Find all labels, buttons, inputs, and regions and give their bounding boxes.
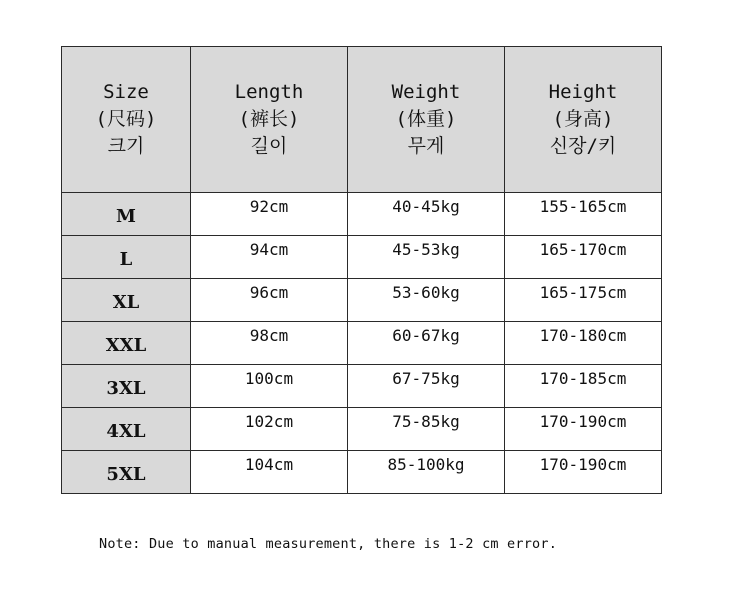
size-cell: L [62,236,191,279]
length-cell: 100cm [191,365,348,408]
height-cell: 165-175cm [505,279,662,322]
weight-cell: 40-45kg [348,193,505,236]
header-height-ko: 신장/키 [549,135,617,157]
weight-cell: 75-85kg [348,408,505,451]
measurement-note: Note: Due to manual measurement, there is 1-2 cm error. [99,536,558,552]
table-row [62,236,662,279]
header-height-zh: (身高) [552,108,614,130]
weight-cell: 85-100kg [348,451,505,494]
table-row [62,193,662,236]
size-cell: M [62,193,191,236]
size-cell: 5XL [62,451,191,494]
header-length-ko: 길이 [250,135,288,157]
weight-cell: 53-60kg [348,279,505,322]
table-row [62,365,662,408]
header-size-zh: (尺码) [95,108,157,130]
height-cell: 165-170cm [505,236,662,279]
header-length-en: Length [234,81,304,103]
length-cell: 102cm [191,408,348,451]
size-chart-table [61,46,662,494]
header-length [191,47,348,193]
header-weight-ko: 무게 [407,135,445,157]
table-row [62,322,662,365]
size-cell: 3XL [62,365,191,408]
header-size-en: Size [103,81,149,103]
weight-cell: 45-53kg [348,236,505,279]
header-size-ko: 크기 [107,135,145,157]
table-row [62,408,662,451]
header-weight-en: Weight [391,81,461,103]
size-cell: XXL [62,322,191,365]
header-weight [348,47,505,193]
weight-cell: 67-75kg [348,365,505,408]
size-cell: 4XL [62,408,191,451]
size-cell: XL [62,279,191,322]
length-cell: 92cm [191,193,348,236]
header-row [62,47,662,193]
height-cell: 170-180cm [505,322,662,365]
length-cell: 94cm [191,236,348,279]
length-cell: 104cm [191,451,348,494]
header-height [505,47,662,193]
height-cell: 155-165cm [505,193,662,236]
table-row [62,451,662,494]
header-weight-zh: (体重) [395,108,457,130]
height-cell: 170-185cm [505,365,662,408]
header-height-en: Height [548,81,618,103]
header-length-zh: (裤长) [238,108,300,130]
height-cell: 170-190cm [505,451,662,494]
table-row [62,279,662,322]
height-cell: 170-190cm [505,408,662,451]
weight-cell: 60-67kg [348,322,505,365]
header-size [62,47,191,193]
length-cell: 98cm [191,322,348,365]
length-cell: 96cm [191,279,348,322]
